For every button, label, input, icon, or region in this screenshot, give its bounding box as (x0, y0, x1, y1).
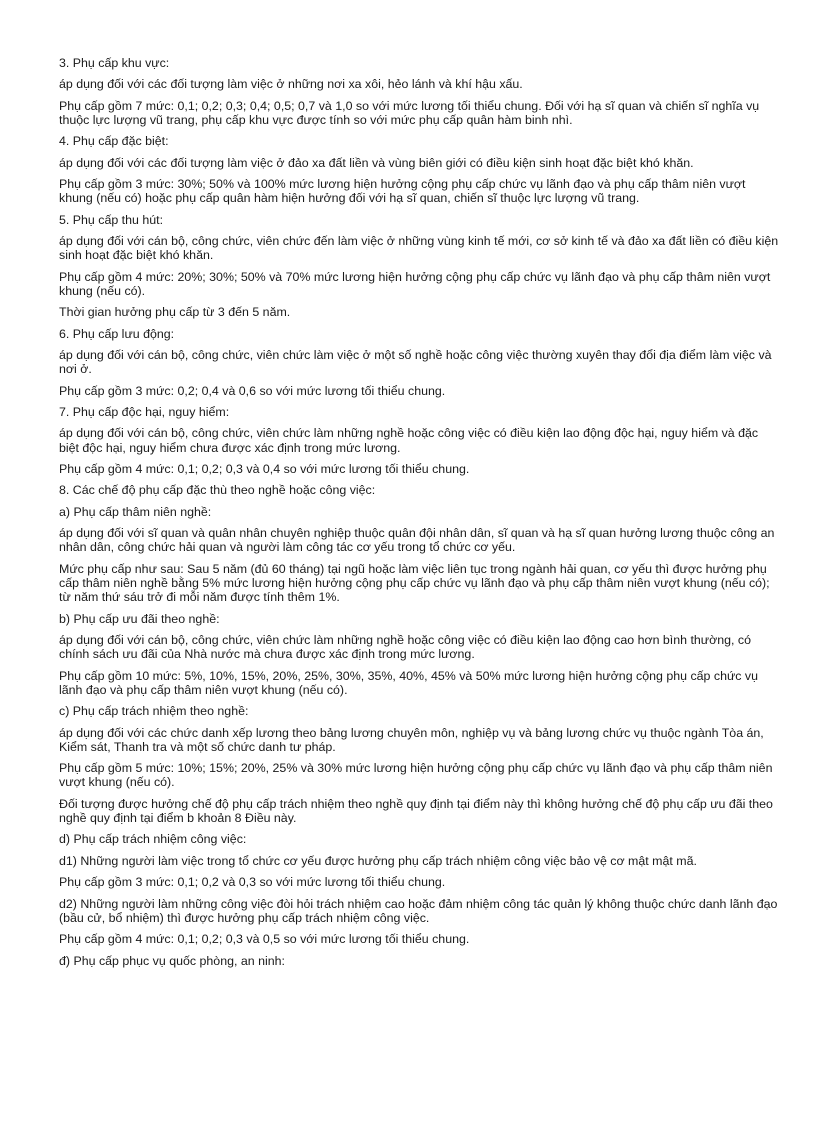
paragraph: Phụ cấp gồm 3 mức: 0,2; 0,4 và 0,6 so với mức lương tối thiểu chung. (59, 383, 446, 398)
subsection-heading: đ) Phụ cấp phục vụ quốc phòng, an ninh: (59, 953, 285, 968)
paragraph: Phụ cấp gồm 4 mức: 20%; 30%; 50% và 70% mức lương hiện hưởng cộng phụ cấp chức vụ lãnh đạo và phụ cấp thâm niên vượt khung (nếu có). (59, 269, 771, 298)
subsection-heading: b) Phụ cấp ưu đãi theo nghề: (59, 611, 220, 626)
paragraph: áp dụng đối với các đối tượng làm việc ở những nơi xa xôi, hẻo lánh và khí hậu xấu. (59, 77, 523, 92)
subsection-heading: a) Phụ cấp thâm niên nghề: (59, 504, 212, 519)
paragraph: Phụ cấp gồm 3 mức: 0,1; 0,2 và 0,3 so với mức lương tối thiểu chung. (59, 875, 446, 890)
section-heading: 5. Phụ cấp thu hút: (59, 212, 164, 227)
paragraph: Phụ cấp gồm 10 mức: 5%, 10%, 15%, 20%, 25%, 30%, 35%, 40%, 45% và 50% mức lương hiện hưởng cộng phụ cấp chức vụ lãnh đạo và phụ cấp thâm niên vượt khung (nếu có). (59, 668, 758, 697)
paragraph: áp dụng đối với cán bộ, công chức, viên chức đến làm việc ở những vùng kinh tế mới, cơ sở kinh tế và đảo xa đất liền có điều kiện sinh hoạt đặc biệt khó khăn. (59, 234, 779, 263)
paragraph: Đối tượng được hưởng chế độ phụ cấp trách nhiệm theo nghề quy định tại điểm này thì không hưởng chế độ phụ cấp ưu đãi theo nghề quy định tại điểm b khoản 8 Điều này. (59, 796, 773, 825)
paragraph: Thời gian hưởng phụ cấp từ 3 đến 5 năm. (59, 305, 291, 320)
section-heading: 6. Phụ cấp lưu động: (59, 326, 175, 341)
paragraph: áp dụng đối với cán bộ, công chức, viên chức làm những nghề hoặc công việc có điều kiện lao động độc hại, nguy hiểm và đặc biệt độc hại, nguy hiểm chưa được xác định trong mức lương. (59, 426, 759, 455)
paragraph: d2) Những người làm những công việc đòi hỏi trách nhiệm cao hoặc đảm nhiệm công tác quản lý không thuộc chức danh lãnh đạo (bầu cử, bổ nhiệm) thì được hưởng phụ cấp trách nhiệm công việc. (59, 896, 778, 925)
section-heading: 8. Các chế độ phụ cấp đặc thù theo nghề hoặc công việc: (59, 483, 376, 498)
paragraph: Phụ cấp gồm 4 mức: 0,1; 0,2; 0,3 và 0,4 so với mức lương tối thiểu chung. (59, 462, 470, 477)
paragraph: áp dụng đối với các chức danh xếp lương theo bảng lương chuyên môn, nghiệp vụ và bảng lương chức vụ thuộc ngành Tòa án, Kiểm sát, Thanh tra và một số chức danh tư pháp. (59, 725, 764, 754)
paragraph: Phụ cấp gồm 7 mức: 0,1; 0,2; 0,3; 0,4; 0,5; 0,7 và 1,0 so với mức lương tối thiểu chung. Đối với hạ sĩ quan và chiến sĩ nghĩa vụ thuộc lực lượng vũ trang, phụ cấp khu vực được tính so với mức phụ cấp quân hàm binh nhì. (59, 98, 760, 127)
paragraph: áp dụng đối với cán bộ, công chức, viên chức làm việc ở một số nghề hoặc công việc thường xuyên thay đổi địa điểm làm việc và nơi ở. (59, 348, 772, 377)
paragraph: Phụ cấp gồm 4 mức: 0,1; 0,2; 0,3 và 0,5 so với mức lương tối thiểu chung. (59, 932, 470, 947)
paragraph: áp dụng đối với cán bộ, công chức, viên chức làm những nghề hoặc công việc có điều kiện lao động cao hơn bình thường, có chính sách ưu đãi của Nhà nước mà chưa được xác định trong mức lương. (59, 633, 751, 662)
paragraph: áp dụng đối với các đối tượng làm việc ở đảo xa đất liền và vùng biên giới có điều kiện sinh hoạt đặc biệt khó khăn. (59, 155, 694, 170)
section-heading: 4. Phụ cấp đặc biệt: (59, 134, 169, 149)
paragraph: Phụ cấp gồm 5 mức: 10%; 15%; 20%, 25% và 30% mức lương hiện hưởng cộng phụ cấp chức vụ lãnh đạo và phụ cấp thâm niên vượt khung (nếu có). (59, 761, 773, 790)
paragraph: Mức phụ cấp như sau: Sau 5 năm (đủ 60 tháng) tại ngũ hoặc làm việc liên tục trong ngành hải quan, cơ yếu thì được hưởng phụ cấp thâm niên nghề bằng 5% mức lương hiện hưởng cộng phụ cấp chức vụ lãnh đạo và phụ cấp thâm niên vượt khung (nếu có); từ năm thứ sáu trở đi mỗi năm được tính thêm 1%. (59, 561, 770, 605)
paragraph: Phụ cấp gồm 3 mức: 30%; 50% và 100% mức lương hiện hưởng cộng phụ cấp chức vụ lãnh đạo và phụ cấp thâm niên vượt khung (nếu có) hoặc phụ cấp quân hàm hiện hưởng đối với hạ sĩ quan, chiến sĩ thuộc lực lượng vũ trang. (59, 177, 746, 206)
paragraph: áp dụng đối với sĩ quan và quân nhân chuyên nghiệp thuộc quân đội nhân dân, sĩ quan và hạ sĩ quan hưởng lương thuộc công an nhân dân, công chức hải quan và người làm công tác cơ yếu trong tổ chức cơ yếu. (59, 526, 775, 555)
subsection-heading: d) Phụ cấp trách nhiệm công việc: (59, 832, 247, 847)
paragraph: d1) Những người làm việc trong tổ chức cơ yếu được hưởng phụ cấp trách nhiệm công việc bảo vệ cơ mật mật mã. (59, 853, 697, 868)
document-page (59, 56, 779, 975)
section-heading: 7. Phụ cấp độc hại, nguy hiểm: (59, 405, 230, 420)
section-heading: 3. Phụ cấp khu vực: (59, 56, 170, 70)
subsection-heading: c) Phụ cấp trách nhiệm theo nghề: (59, 704, 249, 719)
